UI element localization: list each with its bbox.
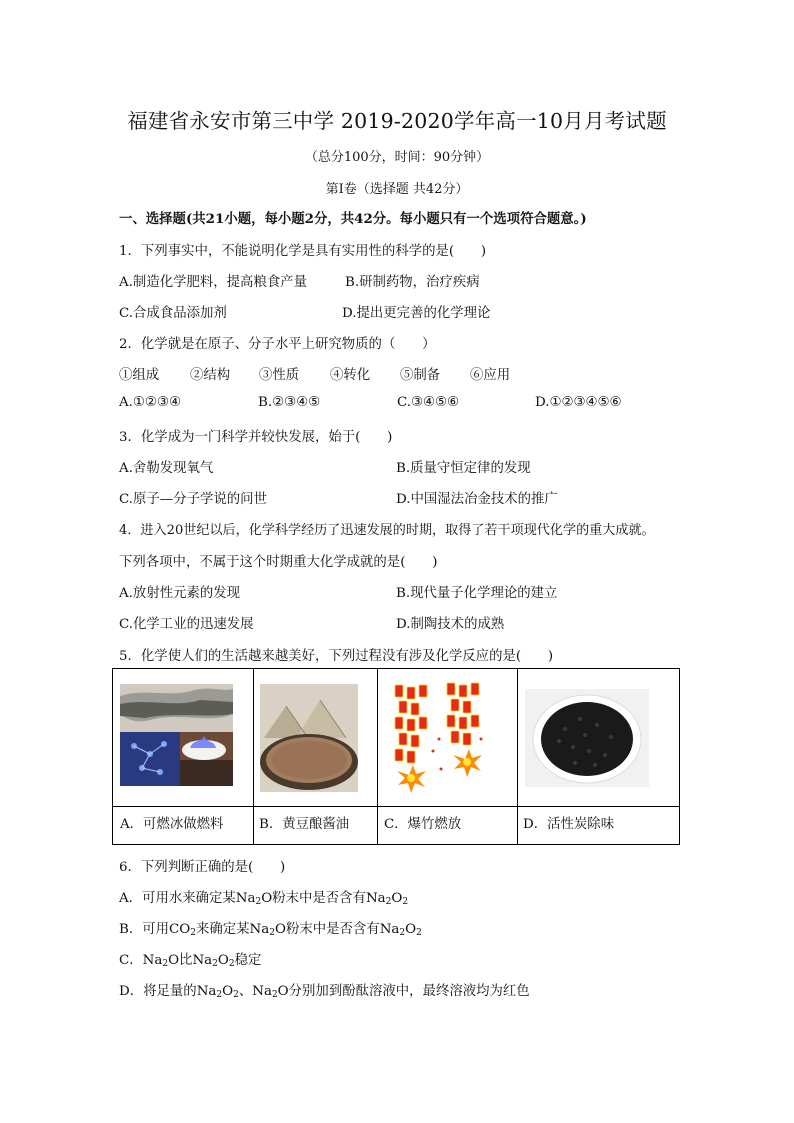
activated-carbon-image — [525, 689, 649, 787]
instruction-text: 一、选择题(共21小题，每小题2分，共42分。每小题只有一个选项符合题意。) — [119, 211, 587, 227]
q2-item-5: ⑤制备 — [400, 368, 441, 383]
q4-option-b: B.现代量子化学理论的建立 — [396, 586, 558, 601]
q3-option-a: A.舍勒发现氧气 — [119, 461, 214, 476]
q6-stem: 6．下列判断正确的是( ) — [119, 860, 286, 875]
q5-image-table — [112, 668, 680, 845]
combustible-ice-image — [120, 684, 233, 786]
q3-option-b: B.质量守恒定律的发现 — [396, 461, 531, 476]
q6-option-b: B．可用$CO_2$来确定某$Na_2O$粉末中是否含有$Na_2O_2$ — [119, 922, 422, 938]
q5-stem: 5．化学使人们的生活越来越美好，下列过程没有涉及化学反应的是( ) — [119, 649, 554, 664]
q4-stem-line1: 4．进入20世纪以后，化学科学经历了迅速发展的时期，取得了若干项现代化学的重大成就。 — [119, 523, 655, 538]
q2-item-6: ⑥应用 — [470, 368, 511, 383]
firecrackers-image — [385, 679, 497, 799]
exam-title: 福建省永安市第三中学 2019-2020学年高一10月月考试题 — [127, 109, 667, 133]
q2-stem: 2．化学就是在原子、分子水平上研究物质的（ ） — [119, 337, 436, 352]
q6-option-a: A．可用水来确定某$Na_2O$粉末中是否含有$Na_2O_2$ — [119, 891, 409, 907]
q1-option-a: A.制造化学肥料，提高粮食产量 — [119, 275, 308, 290]
q4-option-c: C.化学工业的迅速发展 — [119, 617, 254, 632]
q2-option-d: D.①②③④⑤⑥ — [535, 395, 622, 410]
q3-option-c: C.原子—分子学说的问世 — [119, 492, 267, 507]
q1-option-c: C.合成食品添加剂 — [119, 306, 227, 321]
section-heading: 第Ⅰ卷（选择题 共42分） — [325, 182, 469, 197]
table-divider — [113, 806, 679, 807]
q1-option-d: D.提出更完善的化学理论 — [342, 306, 491, 321]
q4-option-a: A.放射性元素的发现 — [119, 586, 241, 601]
q2-item-3: ③性质 — [259, 368, 300, 383]
q4-stem-line2: 下列各项中，不属于这个时期重大化学成就的是( ) — [119, 555, 438, 570]
exam-subtitle: （总分100分，时间：90分钟） — [304, 150, 490, 165]
q4-option-d: D.制陶技术的成熟 — [396, 617, 505, 632]
q1-option-b: B.研制药物，治疗疾病 — [345, 275, 480, 290]
soy-sauce-vat-image — [260, 684, 358, 792]
q6-option-d: D．将足量的$Na_2O_2$、$Na_2O$分别加到酚酞溶液中，最终溶液均为红色 — [119, 984, 530, 1000]
q2-option-c: C.③④⑤⑥ — [397, 395, 460, 410]
q3-option-d: D.中国湿法冶金技术的推广 — [396, 492, 558, 507]
q5-caption-d: D．活性炭除味 — [523, 817, 615, 832]
table-divider — [377, 669, 378, 844]
q5-caption-a: A．可燃冰做燃料 — [120, 817, 224, 832]
q2-item-2: ②结构 — [190, 368, 231, 383]
q2-option-a: A.①②③④ — [119, 395, 181, 410]
q5-caption-c: C．爆竹燃放 — [384, 817, 462, 832]
q1-stem: 1．下列事实中，不能说明化学是具有实用性的科学的是( ) — [119, 244, 487, 259]
q6-option-c: C．$Na_2O$比$Na_2O_2$稳定 — [119, 953, 262, 969]
q2-option-b: B.②③④⑤ — [258, 395, 321, 410]
q2-item-1: ①组成 — [119, 368, 160, 383]
q2-item-4: ④转化 — [330, 368, 371, 383]
q5-caption-b: B．黄豆酿酱油 — [259, 817, 350, 832]
table-divider — [517, 669, 518, 844]
table-divider — [253, 669, 254, 844]
q3-stem: 3．化学成为一门科学并较快发展，始于( ) — [119, 430, 393, 445]
